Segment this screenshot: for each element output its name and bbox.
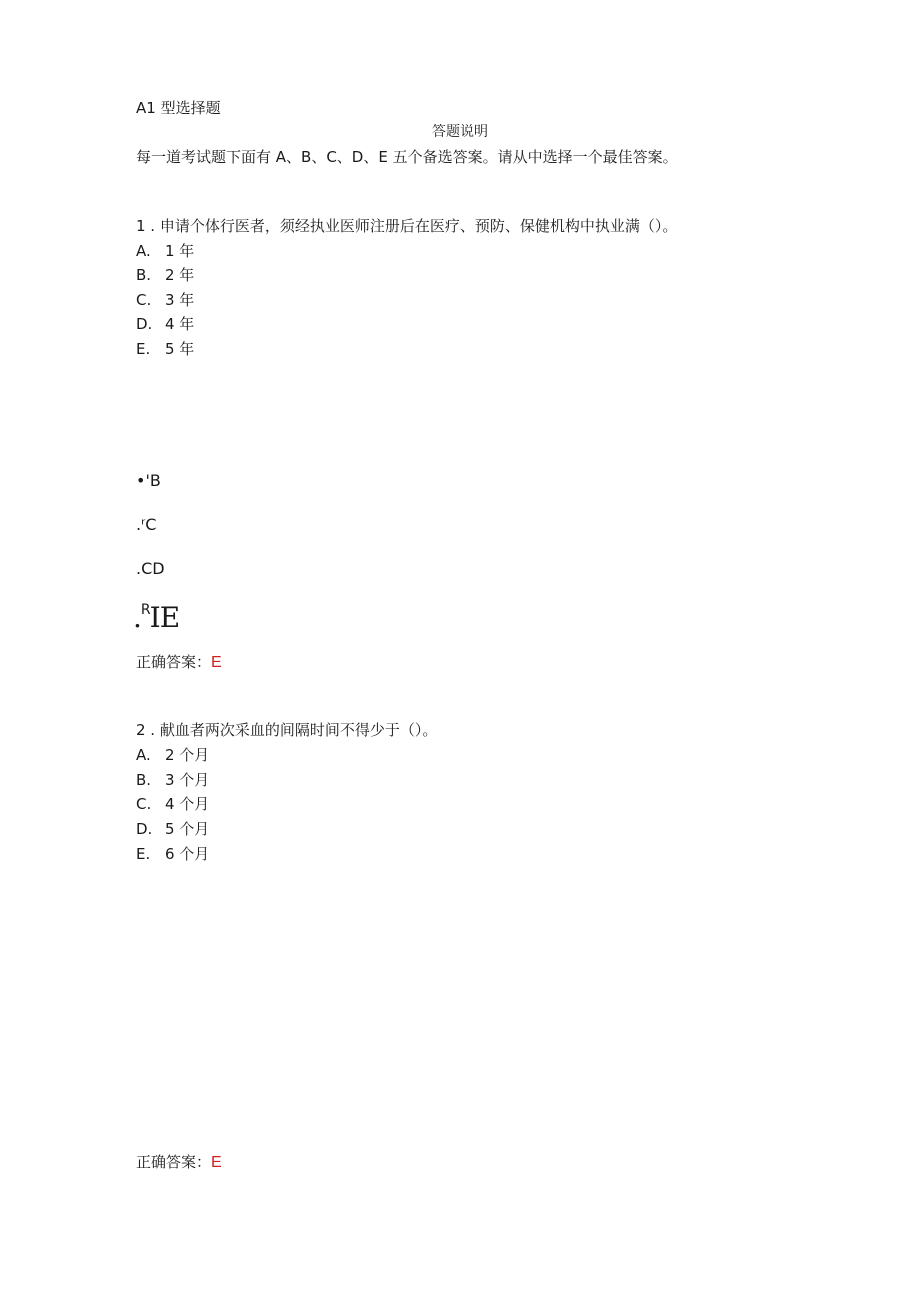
section-title: A1 型选择题 bbox=[136, 99, 221, 117]
question-2-option-a bbox=[136, 748, 209, 763]
option-text: 3 年 bbox=[165, 291, 195, 309]
fragment-mark: . bbox=[133, 601, 141, 634]
option-letter: E. bbox=[136, 340, 151, 358]
answer-value: E bbox=[211, 1154, 222, 1171]
question-1-option-a bbox=[136, 244, 194, 259]
option-letter: A. bbox=[136, 242, 151, 260]
answer-value: E bbox=[211, 654, 222, 671]
question-2-text: 2 . 献血者两次采血的间隔时间不得少于（）。 bbox=[136, 721, 438, 739]
option-letter: B. bbox=[136, 266, 152, 284]
question-1-option-d bbox=[136, 317, 194, 332]
option-letter: E. bbox=[136, 845, 151, 863]
ocr-fragment-b: •'B bbox=[136, 471, 161, 490]
ocr-fragment-cd: .CD bbox=[136, 559, 165, 578]
fragment-tail: IE bbox=[149, 601, 180, 634]
answer-label: 正确答案： bbox=[136, 653, 212, 671]
question-2-answer bbox=[136, 1155, 222, 1171]
option-letter: B. bbox=[136, 771, 152, 789]
ocr-fragment-e bbox=[133, 603, 179, 632]
question-1-option-c bbox=[136, 293, 194, 308]
option-text: 2 个月 bbox=[165, 746, 210, 764]
instructions-body: 每一道考试题下面有 A、B、C、D、E 五个备选答案。请从中选择一个最佳答案。 bbox=[136, 148, 678, 166]
option-text: 4 年 bbox=[165, 315, 195, 333]
question-2-option-b bbox=[136, 773, 209, 788]
ocr-fragment-c: .ʳC bbox=[136, 515, 157, 534]
option-letter: A. bbox=[136, 746, 151, 764]
instructions-heading: 答题说明 bbox=[432, 124, 488, 140]
option-text: 1 年 bbox=[165, 242, 195, 260]
option-text: 5 个月 bbox=[165, 820, 210, 838]
option-text: 4 个月 bbox=[165, 795, 210, 813]
question-2-option-c bbox=[136, 797, 209, 812]
question-2-option-e bbox=[136, 847, 209, 862]
option-text: 5 年 bbox=[165, 340, 195, 358]
option-text: 6 个月 bbox=[165, 845, 210, 863]
option-text: 3 个月 bbox=[165, 771, 210, 789]
option-letter: D. bbox=[136, 315, 153, 333]
option-letter: C. bbox=[136, 291, 152, 309]
question-2-option-d bbox=[136, 822, 209, 837]
question-1-option-e bbox=[136, 342, 194, 357]
answer-label: 正确答案： bbox=[136, 1153, 212, 1171]
question-1-text: 1 . 申请个体行医者，须经执业医师注册后在医疗、预防、保健机构中执业满（）。 bbox=[136, 217, 678, 235]
question-1-answer bbox=[136, 655, 222, 671]
option-letter: D. bbox=[136, 820, 153, 838]
option-text: 2 年 bbox=[165, 266, 195, 284]
fragment-superscript: R bbox=[140, 602, 150, 618]
option-letter: C. bbox=[136, 795, 152, 813]
question-1-option-b bbox=[136, 268, 194, 283]
